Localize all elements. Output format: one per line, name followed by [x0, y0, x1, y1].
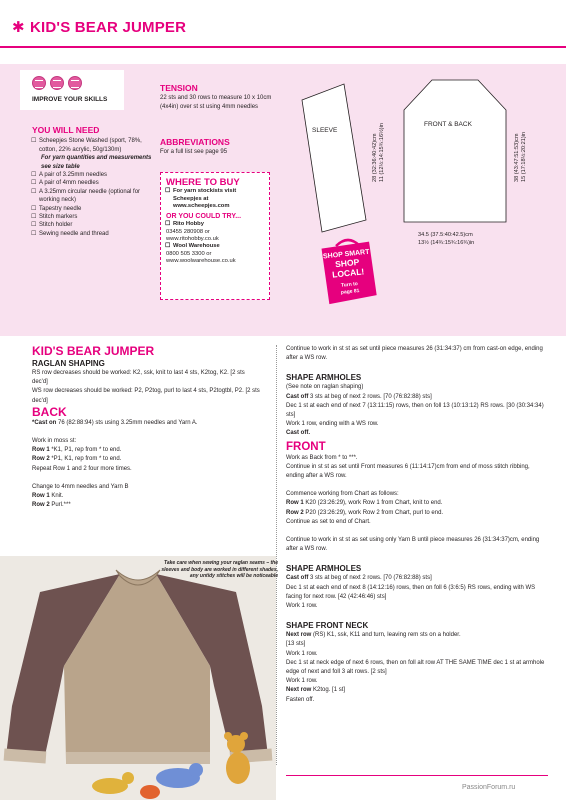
- row-label: Row 2: [32, 456, 50, 463]
- instruction-text: 76 (82:88:94) sts using 3.25mm needles and Yarn A.: [58, 419, 198, 426]
- sleeve-dimension: 28 (32:36:40:42)cm: [372, 133, 378, 182]
- right-column: [286, 345, 548, 705]
- instruction-text: 3 sts at beg of next 2 rows. [70 (76:82:88) sts]: [310, 575, 432, 582]
- row-text: *P1, K1, rep from * to end.: [51, 456, 122, 463]
- row-instruction: [32, 492, 262, 501]
- header: [0, 0, 566, 48]
- row-text: K2tog. [1 st]: [313, 687, 346, 694]
- front-back-shape: [404, 80, 506, 222]
- tension-heading: TENSION: [160, 83, 198, 93]
- need-item: ☐ Tapestry needle: [32, 205, 152, 213]
- sleeve-label: SLEEVE: [312, 127, 338, 134]
- instruction-text: Dec 1 st at each end of next 7 (13:11:15) rows, then on foll 13 (10:13:12) RS rows. [30 (30:34:34) sts]: [286, 402, 544, 419]
- photo-caption: Take care when sewing your raglan seams – the sleeves and body are worked in different shades, any untidy stitches will be noticeable: [161, 560, 278, 580]
- shape-front-neck-heading: SHAPE FRONT NECK: [286, 621, 369, 631]
- body-dimension: 38 (43:47:51:53)cm: [514, 133, 520, 182]
- sleeve-shape: [302, 84, 366, 232]
- instruction-text: Work 1 row.: [286, 650, 318, 657]
- row-instruction: [32, 501, 262, 510]
- row-instruction: [32, 455, 262, 464]
- jumper-illustration: [0, 556, 276, 800]
- need-heading: YOU WILL NEED: [32, 125, 100, 135]
- skills-box: [20, 70, 124, 110]
- moss-text: Work in moss st:: [32, 438, 77, 445]
- shop-line: SHOP: [334, 256, 360, 270]
- page-title: KID'S BEAR JUMPER: [30, 19, 187, 36]
- row-instruction: [286, 686, 548, 695]
- column-divider: [276, 345, 277, 765]
- body-dimension: 15 (17:18½:20:21)in: [521, 131, 527, 182]
- watermark: PassionForum.ru: [462, 784, 516, 791]
- castoff-instruction: [286, 393, 548, 402]
- shop-line: page 81: [340, 287, 360, 296]
- need-item: ☐ Stitch holder: [32, 221, 152, 229]
- header-rule: [0, 46, 566, 48]
- back-heading: BACK: [32, 404, 67, 419]
- instruction-text: Continue to work in st st as set using only Yarn B until piece measures 26 (31:34:37)cm, ending after a WS row.: [286, 537, 540, 553]
- yarn-ball-icon: [32, 76, 46, 90]
- width-dimension: 34.5 (37.5:40:42.5)cm: [418, 232, 473, 238]
- instruction-text: Commence working from Chart as follows:: [286, 491, 399, 498]
- yarn-ball-icon: [50, 76, 64, 90]
- raglan-heading: RAGLAN SHAPING: [32, 359, 105, 368]
- buy-item: ☐ For yarn stockists visit Scheepjes at www.scheepjes.com: [166, 188, 264, 210]
- left-column: [32, 345, 262, 510]
- stockist-phone: 03455 280908 or: [166, 228, 210, 235]
- row-instruction: [286, 631, 548, 640]
- row-text: *K1, P1, rep from * to end.: [51, 447, 122, 454]
- pattern-title: KID'S BEAR JUMPER: [32, 344, 155, 358]
- need-note: For yarn quantities and measurements see size table: [41, 155, 152, 170]
- row-text: (RS) K1, ssk, K11 and turn, leaving rem sts on a holder.: [313, 632, 461, 639]
- instruction-text: Work as Back from * to ***.: [286, 454, 358, 461]
- shop-local-bag: [318, 236, 378, 306]
- tension: [160, 84, 280, 111]
- instruction-text: Work 1 row, ending with a WS row.: [286, 421, 379, 428]
- stockist-name: ☐ Rito Hobby: [166, 221, 264, 228]
- stockist-name: ☐ Wool Warehouse: [166, 243, 264, 250]
- width-dimension: 13½ (14¾:15¾:16¾)in: [418, 240, 475, 246]
- stockist-url[interactable]: www.woolwarehouse.co.uk: [166, 257, 236, 264]
- buy-heading: WHERE TO BUY: [166, 177, 240, 188]
- need-item: ☐ A pair of 4mm needles: [32, 179, 152, 187]
- row-label: Row 2: [286, 509, 304, 516]
- instruction-text: Fasten off.: [286, 696, 315, 703]
- row-label: Next row: [286, 687, 312, 694]
- need-item: ☐ A 3.25mm circular needle (optional for working neck): [32, 188, 152, 205]
- instruction-text: Dec 1 st at each end of next 8 (14:12:16) rows, then on foll 6 (3:6:5) RS rows, ending with WS facing for next row. [42 (42:46:46) sts]: [286, 584, 536, 600]
- raglan-text: RS row decreases should be worked: K2, ssk, knit to last 4 sts, K2tog, K2. [2 sts dec'd]: [32, 370, 245, 386]
- toy-fox-icon: [140, 785, 160, 799]
- footer-rule: [286, 775, 548, 776]
- instruction-text: Continue in st st as set until Front measures 6 (11:14:17)cm from end of moss stitch ribbing, ending after a WS row.: [286, 463, 530, 480]
- need-item: ☐ Stitch markers: [32, 213, 152, 221]
- row-text: Purl.***: [51, 502, 71, 509]
- yarn-ball-icon: [68, 76, 82, 90]
- need-item: ☐ Scheepjes Stone Washed (sport, 78%, cotton, 22% acrylic, 50g/130m): [32, 137, 152, 154]
- instruction-text: 3 sts at beg of next 2 rows. [70 (76:82:88) sts]: [310, 393, 432, 400]
- instruction-text: Continue to work in st st as set until piece measures 26 (31:34:37) cm from cast-on edge, ending after a WS row.: [286, 346, 543, 362]
- instruction-text: [13 sts]: [286, 641, 306, 648]
- you-will-need: [32, 126, 152, 238]
- stockist-url[interactable]: www.ritohobby.co.uk: [166, 236, 219, 243]
- row-instruction: [286, 509, 548, 518]
- star-icon: ✱: [12, 19, 25, 36]
- shape-armholes-heading: SHAPE ARMHOLES: [286, 373, 362, 383]
- abbreviations-heading: ABBREVIATIONS: [160, 137, 230, 147]
- abbreviations: [160, 138, 280, 157]
- buy-subheading: OR YOU COULD TRY...: [166, 213, 242, 221]
- instruction-text: Cast off.: [286, 430, 310, 437]
- tension-text: 22 sts and 30 rows to measure 10 x 10cm (4x4in) over st st using 4mm needles: [160, 95, 272, 110]
- shop-line: SHOP SMART: [322, 248, 370, 261]
- repeat-text: Repeat Row 1 and 2 four more times.: [32, 465, 132, 472]
- where-to-buy: [160, 172, 270, 300]
- raglan-text: WS row decreases should be worked: P2, P2tog, purl to last 4 sts, P2togtbl, P2. [2 sts dec'd]: [32, 388, 260, 404]
- castoff-instruction: [286, 574, 548, 583]
- row-label: Next row: [286, 632, 312, 639]
- row-text: Knit.: [51, 493, 64, 500]
- need-item: ☐ Sewing needle and thread: [32, 230, 152, 238]
- instruction-text: Dec 1 st at neck edge of next 6 rows, then on foll alt row AT THE SAME TIME dec 1 st at armhole edge of next and foll 3 alt rows. [2 sts]: [286, 659, 545, 676]
- abbreviations-text: For a full list see page 95: [160, 149, 228, 156]
- shape-armholes-heading: SHAPE ARMHOLES: [286, 564, 362, 574]
- row-text: K20 (23:26:29), work Row 1 from Chart, knit to end.: [305, 500, 443, 507]
- sleeve-dimension: 11 (12½:14:15¾:16½)in: [379, 123, 385, 182]
- front-heading: FRONT: [286, 440, 326, 453]
- jumper-photo: [0, 556, 276, 800]
- note-text: (See note on raglan shaping): [286, 384, 364, 391]
- skills-label: IMPROVE YOUR SKILLS: [32, 96, 108, 103]
- need-item: ☐ A pair of 3.25mm needles: [32, 171, 152, 179]
- shop-line: LOCAL!: [331, 266, 365, 280]
- instruction-text: Work 1 row.: [286, 603, 318, 610]
- instruction-label: Cast off: [286, 393, 309, 400]
- row-label: Row 1: [32, 493, 50, 500]
- stockist-phone: 0800 505 3300 or: [166, 250, 212, 257]
- row-label: Row 2: [32, 502, 50, 509]
- shop-line: Turn to: [340, 281, 359, 289]
- instruction-text: Work 1 row.: [286, 678, 318, 685]
- row-instruction: [286, 499, 548, 508]
- row-label: Row 1: [32, 447, 50, 454]
- front-back-label: FRONT & BACK: [424, 121, 472, 128]
- instruction-label: *Cast on: [32, 419, 57, 426]
- instruction-text: Continue as set to end of Chart.: [286, 518, 371, 525]
- change-text: Change to 4mm needles and Yarn B: [32, 483, 129, 490]
- back-cast-on: [32, 419, 262, 428]
- instruction-label: Cast off: [286, 575, 309, 582]
- row-text: P20 (23:26:29), work Row 2 from Chart, purl to end.: [305, 509, 444, 516]
- row-label: Row 1: [286, 500, 304, 507]
- row-instruction: [32, 446, 262, 455]
